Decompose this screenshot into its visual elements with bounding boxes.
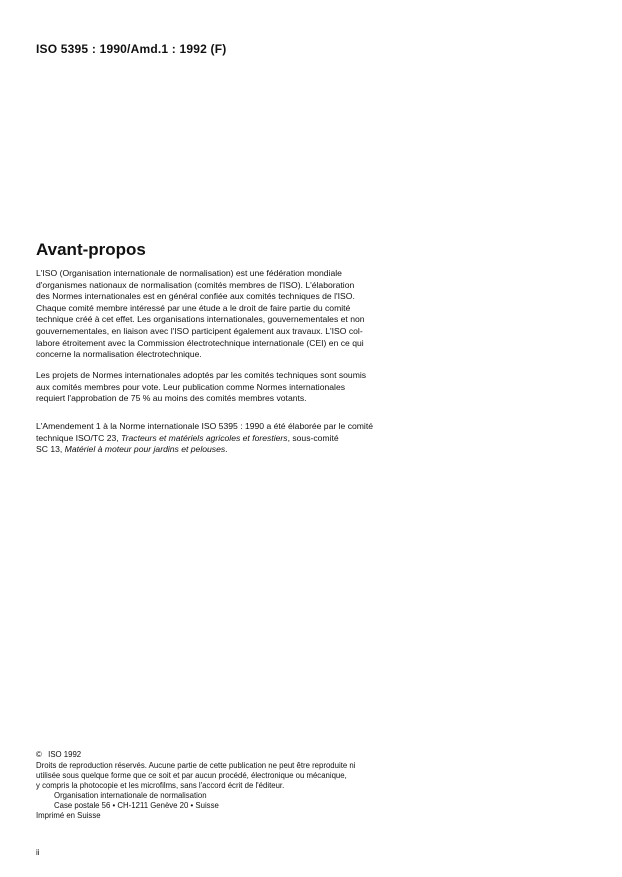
rights-line: Droits de reproduction réservés. Aucune partie de cette publication ne peut être reproduite ni bbox=[36, 761, 356, 770]
text-run: SC 13, bbox=[36, 444, 65, 455]
foreword-paragraph-3 bbox=[36, 421, 586, 456]
postal-address: Case postale 56 • CH-1211 Genève 20 • Suisse bbox=[54, 801, 219, 810]
text-run: . bbox=[225, 444, 228, 455]
page-number: ii bbox=[36, 848, 40, 857]
rights-line: y compris la photocopie et les microfilms, sans l'accord écrit de l'éditeur. bbox=[36, 781, 285, 790]
text-run: , sous-comité bbox=[287, 432, 339, 443]
paragraph-line: concerne la normalisation électrotechnique. bbox=[36, 349, 202, 360]
paragraph-line: d'organismes nationaux de normalisation (comités membres de l'ISO). L'élaboration bbox=[36, 279, 355, 290]
paragraph-line: L'ISO (Organisation internationale de normalisation) est une fédération mondiale bbox=[36, 268, 342, 278]
printed-in: Imprimé en Suisse bbox=[36, 811, 101, 820]
text-run: technique ISO/TC 23, bbox=[36, 432, 122, 443]
paragraph-line bbox=[36, 444, 586, 456]
paragraph-line: requiert l'approbation de 75 % au moins des comités membres votants. bbox=[36, 393, 307, 404]
paragraph-line: Les projets de Normes internationales adoptés par les comités techniques sont soumis bbox=[36, 370, 367, 380]
copyright-icon: © bbox=[36, 750, 42, 759]
committee-title: Tracteurs et matériels agricoles et forestiers bbox=[121, 432, 288, 443]
paragraph-line: Chaque comité membre intéressé par une étude a le droit de faire partie du comité bbox=[36, 302, 351, 313]
foreword-paragraph-1 bbox=[36, 268, 586, 361]
copyright-line bbox=[36, 750, 586, 760]
paragraph-line: L'Amendement 1 à la Norme internationale ISO 5395 : 1990 a été élaborée par le comité bbox=[36, 421, 374, 431]
rights-line: utilisée sous quelque forme que ce soit et par aucun procédé, électronique ou mécanique, bbox=[36, 771, 347, 780]
section-title: Avant-propos bbox=[36, 240, 146, 259]
paragraph-line: gouvernementales, en liaison avec l'ISO participent également aux travaux. L'ISO col- bbox=[36, 325, 363, 336]
paragraph-line: labore étroitement avec la Commission électrotechnique internationale (CEI) en ce qui bbox=[36, 337, 364, 348]
document-reference: ISO 5395 : 1990/Amd.1 : 1992 (F) bbox=[36, 42, 227, 56]
paragraph-line: aux comités membres pour vote. Leur publication comme Normes internationales bbox=[36, 381, 346, 392]
paragraph-line bbox=[36, 433, 586, 445]
copyright-footer bbox=[36, 750, 586, 821]
foreword-paragraph-2 bbox=[36, 370, 586, 405]
paragraph-line: des Normes internationales est en général confiée aux comités techniques de l'ISO. bbox=[36, 291, 355, 302]
organisation-name: Organisation internationale de normalisation bbox=[54, 791, 207, 800]
paragraph-line: technique créé à cet effet. Les organisations internationales, gouvernementales et non bbox=[36, 314, 365, 325]
copyright-text: ISO 1992 bbox=[48, 750, 82, 759]
subcommittee-title: Matériel à moteur pour jardins et pelouses bbox=[64, 444, 226, 455]
